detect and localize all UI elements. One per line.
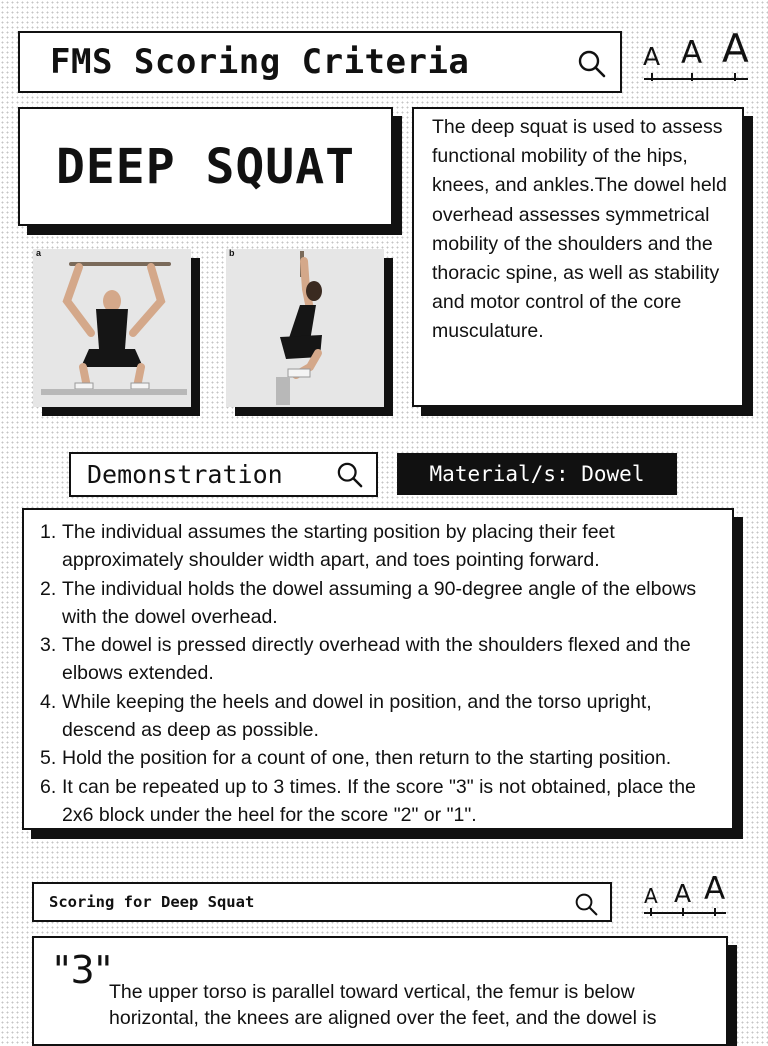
search-icon[interactable] <box>575 893 598 916</box>
list-item <box>40 631 724 688</box>
scoring-title: Scoring for Deep Squat <box>49 893 255 911</box>
font-size-small[interactable]: A <box>643 42 661 71</box>
steps-list <box>40 518 724 829</box>
score-description: The upper torso is parallel toward vertical, the femur is below horizontal, the knees are aligned over the feet, and the dowel is <box>109 981 657 1029</box>
font-size-large[interactable]: A <box>722 27 749 72</box>
header-bar <box>18 31 622 93</box>
list-item <box>40 744 724 772</box>
step-text: The individual assumes the starting position by placing their feet approximately shoulder width apart, and toes pointing forward. <box>62 521 615 572</box>
font-size-tick <box>691 73 693 81</box>
step-number: 3. <box>40 634 57 657</box>
score-value: "3" <box>53 948 113 992</box>
step-text: Hold the position for a count of one, then return to the starting position. <box>62 747 672 770</box>
list-item <box>40 773 724 830</box>
photo-side-view <box>226 249 384 407</box>
photo-label: a <box>36 249 42 258</box>
font-size-slider-line <box>644 78 748 80</box>
font-size-tick <box>651 73 653 81</box>
step-text: The dowel is pressed directly overhead with the shoulders flexed and the elbows extended. <box>62 634 691 685</box>
list-item <box>40 518 724 575</box>
font-size-icon[interactable] <box>640 28 752 88</box>
test-title: DEEP SQUAT <box>56 138 355 195</box>
photo-front-view <box>33 249 191 407</box>
step-number: 5. <box>40 747 57 770</box>
step-number: 2. <box>40 577 57 600</box>
search-icon[interactable] <box>578 50 606 78</box>
font-size-medium[interactable]: A <box>681 35 703 71</box>
photo-label: b <box>229 249 235 258</box>
step-number: 1. <box>40 521 57 543</box>
description-card <box>412 107 744 407</box>
page-title: FMS Scoring Criteria <box>50 42 470 82</box>
step-number: 6. <box>40 775 57 798</box>
demonstration-label: Demonstration <box>87 460 283 489</box>
list-item <box>40 688 724 745</box>
step-text: It can be repeated up to 3 times. If the score "3" is not obtained, place the 2x6 block under the heel for the score "2" or "1". <box>62 775 696 826</box>
demonstration-header <box>69 452 378 497</box>
font-size-small[interactable]: A <box>644 884 658 908</box>
side-squat-figure <box>226 249 384 407</box>
search-icon[interactable] <box>337 462 363 488</box>
step-text: The individual holds the dowel assuming a 90-degree angle of the elbows with the dowel overhead. <box>62 577 697 628</box>
test-title-card <box>18 107 393 226</box>
font-size-large[interactable]: A <box>704 871 726 907</box>
scoring-header <box>32 882 612 922</box>
test-description: The deep squat is used to assess functional mobility of the hips, knees, and ankles.The dowel held overhead assesses symmetrical mobility of the shoulders and the thoracic spine, as well as stability and motor control of the core musculature. <box>432 116 727 343</box>
step-text: While keeping the heels and dowel in position, and the torso upright, descend as deep as possible. <box>62 690 652 742</box>
list-item <box>40 575 724 632</box>
steps-card <box>22 508 734 830</box>
font-size-icon[interactable] <box>640 872 730 920</box>
font-size-tick <box>650 908 652 916</box>
font-size-tick <box>682 908 684 916</box>
font-size-tick <box>714 908 716 916</box>
font-size-medium[interactable]: A <box>674 879 692 908</box>
score-card <box>32 936 728 1046</box>
step-number: 4. <box>40 690 57 713</box>
material-badge: Material/s: Dowel <box>397 453 677 495</box>
front-squat-figure <box>33 249 191 407</box>
font-size-tick <box>734 73 736 81</box>
